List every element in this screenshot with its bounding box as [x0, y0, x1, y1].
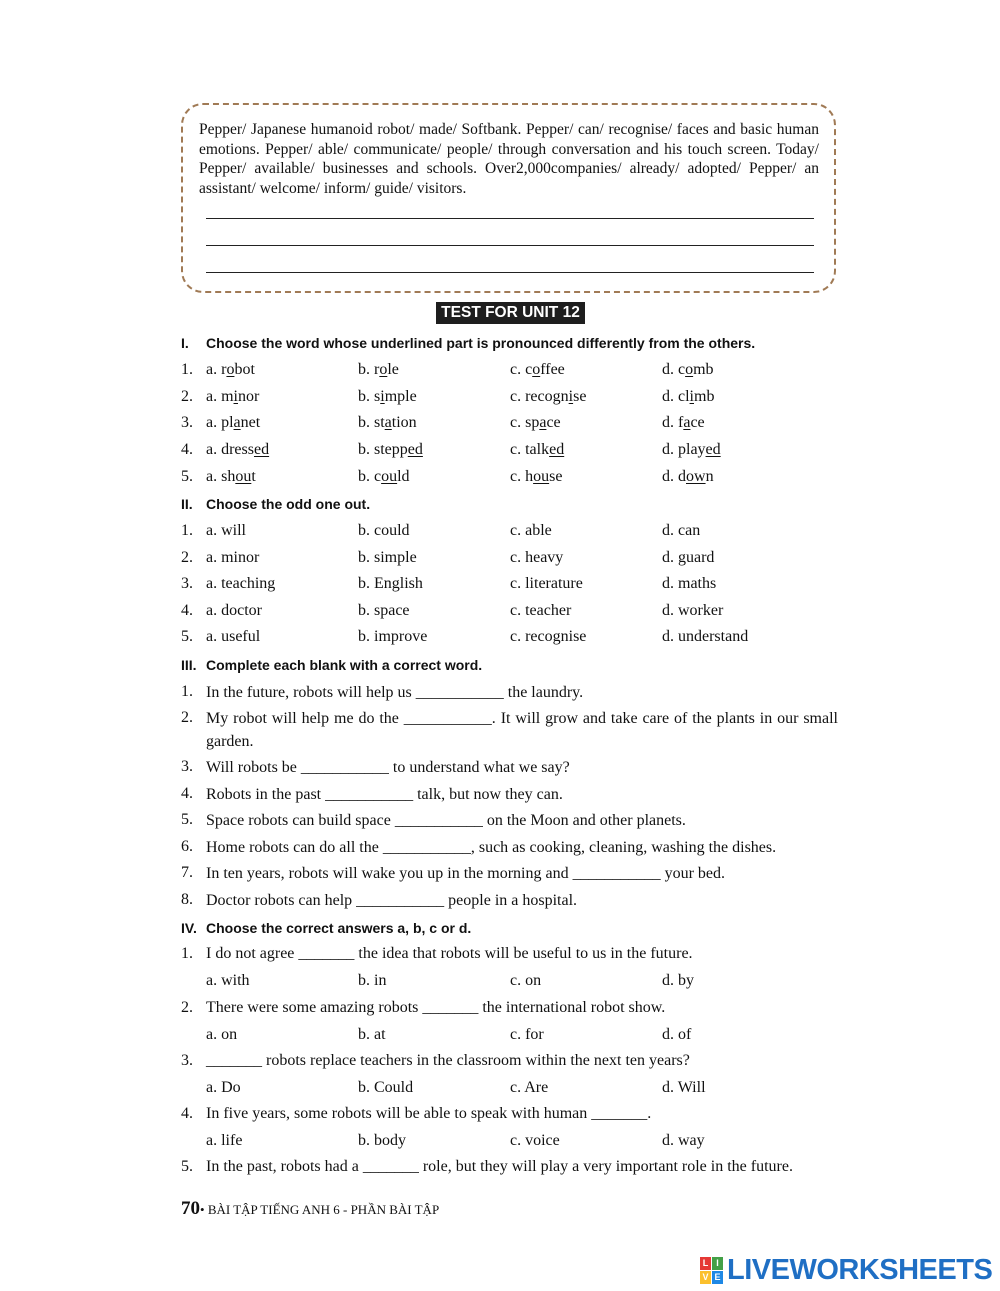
question-number: 2. — [181, 549, 193, 566]
option-text: nor — [238, 388, 260, 405]
question-text[interactable]: Doctor robots can help ___________ people in a hospital. — [206, 892, 578, 909]
question-text: There were some amazing robots _______ the international robot show. — [206, 999, 666, 1016]
question-text: In the past, robots had a _______ role, but they will play a very important role in the future. — [206, 1158, 793, 1175]
answer-option[interactable]: c. voice — [510, 1132, 560, 1149]
answer-option[interactable] — [206, 440, 269, 460]
answer-option[interactable]: b. English — [358, 575, 423, 592]
answer-option[interactable] — [206, 360, 255, 380]
liveworksheets-logo[interactable] — [700, 1254, 992, 1286]
underlined-part: a — [683, 414, 691, 431]
answer-line-3[interactable] — [206, 272, 814, 273]
answer-option[interactable]: d. understand — [662, 628, 749, 645]
page-number: 70 — [181, 1198, 200, 1219]
page-footer — [181, 1198, 439, 1220]
answer-option[interactable]: b. in — [358, 972, 387, 989]
test-title: TEST FOR UNIT 12 — [436, 302, 585, 324]
option-text: t — [251, 468, 256, 485]
option-text: c. c — [510, 361, 533, 378]
option-text: ffee — [540, 361, 565, 378]
answer-option[interactable]: c. heavy — [510, 549, 564, 566]
question-number: 3. — [181, 758, 193, 775]
answer-option[interactable] — [206, 387, 259, 407]
answer-option[interactable]: d. guard — [662, 549, 715, 566]
answer-option[interactable] — [358, 440, 423, 460]
question-text[interactable]: My robot will help me do the ___________. It will grow and take care of the plants in our small garden. — [206, 710, 838, 750]
underlined-part: ed — [549, 441, 565, 458]
underlined-part: a — [233, 414, 241, 431]
option-text: a. r — [206, 361, 227, 378]
question-number: 5. — [181, 468, 193, 485]
answer-option[interactable]: b. improve — [358, 628, 428, 645]
option-text: a. pl — [206, 414, 234, 431]
option-text: d. f — [662, 414, 684, 431]
answer-option[interactable] — [358, 360, 399, 380]
logo-mark-icon — [700, 1257, 723, 1284]
section-1-heading — [181, 335, 755, 351]
answer-option[interactable]: a. with — [206, 972, 250, 989]
logo-mark-cell: V — [700, 1271, 711, 1284]
question-number: 2. — [181, 709, 193, 726]
option-text: d. c — [662, 361, 686, 378]
question-text: _______ robots replace teachers in the classroom within the next ten years? — [206, 1052, 690, 1069]
question-number: 1. — [181, 683, 193, 700]
option-text: ce — [546, 414, 561, 431]
option-text: c. talk — [510, 441, 550, 458]
question-number: 3. — [181, 414, 193, 431]
question-number: 6. — [181, 838, 193, 855]
question-text[interactable]: In ten years, robots will wake you up in the morning and ___________ your bed. — [206, 865, 726, 882]
question-text[interactable]: Home robots can do all the ___________, such as cooking, cleaning, washing the dishes. — [206, 839, 777, 856]
answer-option[interactable]: b. could — [358, 522, 410, 539]
logo-mark-cell: I — [712, 1257, 723, 1270]
footer-bullet: • — [200, 1202, 205, 1217]
answer-option[interactable]: d. by — [662, 972, 694, 989]
answer-option[interactable]: b. space — [358, 602, 410, 619]
option-text: mple — [384, 388, 417, 405]
answer-option[interactable] — [358, 387, 417, 407]
answer-option[interactable]: a. will — [206, 522, 246, 539]
section-heading-text: Choose the word whose underlined part is pronounced differently from the others. — [206, 335, 756, 351]
section-3-heading — [181, 657, 482, 673]
answer-option[interactable]: a. doctor — [206, 602, 262, 619]
section-numeral: II. — [181, 496, 193, 512]
section-heading-text: Choose the correct answers a, b, c or d. — [206, 920, 472, 936]
question-number: 1. — [181, 945, 193, 962]
option-text: b. c — [358, 468, 382, 485]
option-text: d. play — [662, 441, 706, 458]
answer-option[interactable]: c. recognise — [510, 628, 587, 645]
underlined-part: o — [532, 361, 541, 378]
question-text[interactable]: Will robots be ___________ to understand what we say? — [206, 759, 570, 776]
question-number: 5. — [181, 628, 193, 645]
answer-option[interactable]: d. can — [662, 522, 701, 539]
answer-option[interactable] — [662, 387, 714, 407]
question-number: 2. — [181, 388, 193, 405]
answer-option[interactable]: c. on — [510, 972, 542, 989]
section-numeral: I. — [181, 335, 189, 351]
answer-option[interactable]: a. life — [206, 1132, 243, 1149]
underlined-part: ou — [235, 468, 252, 485]
answer-option[interactable]: d. maths — [662, 575, 717, 592]
answer-option[interactable]: d. Will — [662, 1079, 706, 1096]
question-number: 4. — [181, 1105, 193, 1122]
answer-option[interactable]: b. body — [358, 1132, 406, 1149]
option-text: ce — [690, 414, 705, 431]
logo-mark-cell: E — [712, 1271, 723, 1284]
question-text[interactable]: In the future, robots will help us ___________ the laundry. — [206, 684, 584, 701]
section-4-heading — [181, 920, 471, 936]
underlined-part: i — [233, 388, 238, 405]
option-text: d. d — [662, 468, 686, 485]
answer-option[interactable]: a. on — [206, 1026, 238, 1043]
answer-option[interactable]: d. of — [662, 1026, 692, 1043]
question-number: 4. — [181, 785, 193, 802]
passage-text: Pepper/ Japanese humanoid robot/ made/ Softbank. Pepper/ can/ recognise/ faces and basic human emotions. Pepper/ able/ communicate/ people/ through conversation and his touch screen. Today/ Pepper/ available/ businesses and schools. Over2,000companies/ already/ adopted/ Pepper/ an assistant/ welcome/ inform/ guide/ visitors. — [199, 121, 819, 197]
underlined-part: a — [384, 414, 392, 431]
section-heading-text: Choose the odd one out. — [206, 496, 371, 512]
answer-option[interactable]: a. useful — [206, 628, 261, 645]
answer-option[interactable] — [358, 413, 417, 433]
answer-option[interactable]: d. way — [662, 1132, 705, 1149]
option-text: bot — [234, 361, 255, 378]
answer-option[interactable] — [662, 440, 721, 460]
question-number: 5. — [181, 811, 193, 828]
answer-option[interactable]: c. teacher — [510, 602, 572, 619]
option-text: a. m — [206, 388, 234, 405]
book-title: BÀI TẬP TIẾNG ANH 6 - PHẦN BÀI TẬP — [207, 1202, 440, 1217]
answer-option[interactable] — [510, 387, 586, 407]
answer-option[interactable]: c. literature — [510, 575, 583, 592]
section-2-heading — [181, 496, 370, 512]
question-number: 3. — [181, 575, 193, 592]
option-text: d. cl — [662, 388, 690, 405]
answer-line-2[interactable] — [206, 245, 814, 246]
underlined-part: ow — [686, 468, 706, 485]
answer-option[interactable]: c. for — [510, 1026, 544, 1043]
section-heading-text: Complete each blank with a correct word. — [206, 657, 483, 673]
underlined-part: o — [379, 361, 388, 378]
question-text[interactable]: Robots in the past ___________ talk, but now they can. — [206, 786, 563, 803]
option-text: b. stepp — [358, 441, 408, 458]
question-text: In five years, some robots will be able to speak with human _______. — [206, 1105, 652, 1122]
option-text: ld — [397, 468, 410, 485]
option-text: a. dress — [206, 441, 254, 458]
underlined-part: o — [226, 361, 235, 378]
question-number: 2. — [181, 999, 193, 1016]
question-number: 3. — [181, 1052, 193, 1069]
underlined-part: o — [685, 361, 694, 378]
logo-text: LIVEWORKSHEETS — [727, 1253, 993, 1286]
option-text: n — [705, 468, 714, 485]
underlined-part: i — [568, 388, 574, 405]
option-text: c. recogn — [510, 388, 569, 405]
option-text: c. sp — [510, 414, 540, 431]
answer-option[interactable] — [510, 467, 562, 487]
option-text: b. r — [358, 361, 380, 378]
option-text: mb — [693, 361, 714, 378]
question-text: I do not agree _______ the idea that robots will be useful to us in the future. — [206, 945, 693, 962]
section-numeral: III. — [181, 657, 197, 673]
logo-mark-cell: L — [700, 1257, 711, 1270]
answer-option[interactable]: c. Are — [510, 1079, 549, 1096]
underlined-part: ed — [407, 441, 423, 458]
option-text: a. sh — [206, 468, 236, 485]
answer-option[interactable]: d. worker — [662, 602, 724, 619]
question-number: 1. — [181, 361, 193, 378]
answer-option[interactable]: a. teaching — [206, 575, 276, 592]
question-number: 8. — [181, 891, 193, 908]
answer-option[interactable]: b. simple — [358, 549, 417, 566]
answer-option[interactable] — [358, 467, 410, 487]
option-text: c. h — [510, 468, 534, 485]
question-text[interactable]: Space robots can build space ___________ on the Moon and other planets. — [206, 812, 686, 829]
underlined-part: i — [380, 388, 385, 405]
question-number: 1. — [181, 522, 193, 539]
answer-line-1[interactable] — [206, 218, 814, 219]
answer-option[interactable] — [206, 413, 260, 433]
underlined-part: ou — [381, 468, 398, 485]
underlined-part: ou — [533, 468, 550, 485]
underlined-part: ed — [253, 441, 270, 458]
underlined-part: i — [689, 388, 694, 405]
option-text: le — [387, 361, 399, 378]
answer-option[interactable]: c. able — [510, 522, 552, 539]
underlined-part: a — [539, 414, 547, 431]
section-numeral: IV. — [181, 920, 197, 936]
option-text: net — [240, 414, 261, 431]
option-text: mb — [694, 388, 715, 405]
question-number: 5. — [181, 1158, 193, 1175]
answer-option[interactable] — [662, 360, 714, 380]
option-text: b. st — [358, 414, 385, 431]
answer-option[interactable]: b. at — [358, 1026, 386, 1043]
answer-option[interactable] — [510, 413, 561, 433]
option-text: se — [573, 388, 587, 405]
answer-option[interactable] — [662, 413, 705, 433]
answer-option[interactable] — [206, 467, 256, 487]
underlined-part: ed — [705, 441, 721, 458]
option-text: se — [549, 468, 563, 485]
option-text: b. s — [358, 388, 381, 405]
answer-option[interactable] — [510, 440, 564, 460]
answer-option[interactable]: b. Could — [358, 1079, 414, 1096]
question-number: 4. — [181, 602, 193, 619]
question-number: 7. — [181, 864, 193, 881]
answer-option[interactable] — [662, 467, 714, 487]
question-number: 4. — [181, 441, 193, 458]
option-text: tion — [391, 414, 417, 431]
answer-option[interactable]: a. Do — [206, 1079, 241, 1096]
answer-option[interactable]: a. minor — [206, 549, 260, 566]
answer-option[interactable] — [510, 360, 565, 380]
